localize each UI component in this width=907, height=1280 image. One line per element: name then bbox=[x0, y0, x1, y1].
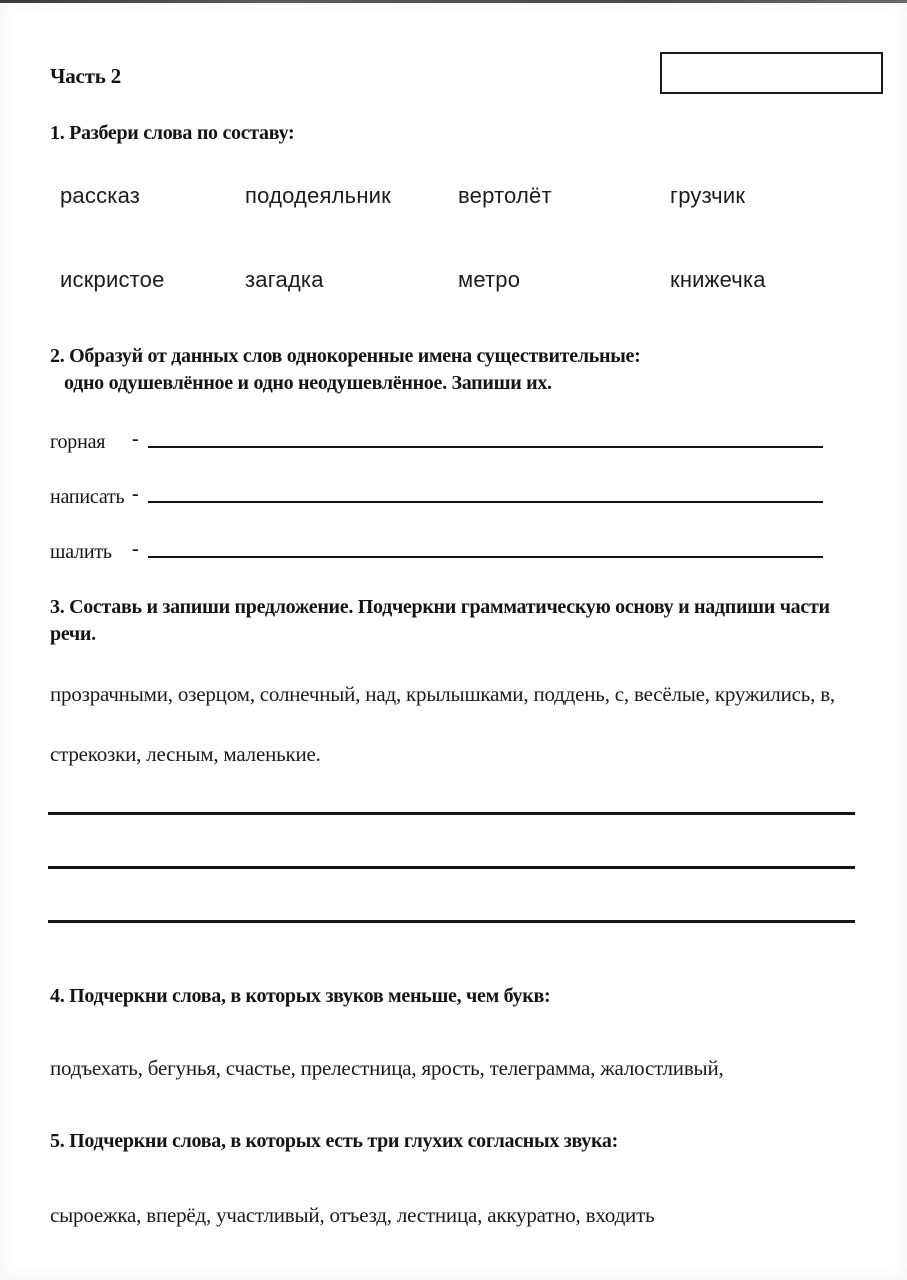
task2-answer-line bbox=[148, 483, 823, 503]
task1-word: грузчик bbox=[670, 183, 746, 208]
task2-source-word: горная bbox=[50, 431, 106, 453]
dash-separator: - bbox=[132, 483, 139, 505]
task5-words: сыроежка, вперёд, участливый, отъезд, лестница, аккуратно, входить bbox=[50, 1203, 655, 1227]
page-header bbox=[50, 52, 883, 94]
task2-title-line1: 2. Образуй от данных слов однокоренные имена существительные: bbox=[50, 345, 641, 367]
task3-words-line2: стрекозки, лесным, маленькие. bbox=[50, 742, 321, 766]
task2-item-shalit bbox=[50, 538, 823, 562]
task2-title-line2: одно одушевлённое и одно неодушевлённое. Запиши их. bbox=[64, 372, 552, 394]
task1-word: рассказ bbox=[60, 183, 141, 208]
task2-title bbox=[50, 343, 865, 397]
task2-source-word: написать bbox=[50, 486, 125, 508]
dash-separator: - bbox=[132, 428, 139, 450]
task1-word-row-2 bbox=[50, 267, 883, 293]
task1-word: метро bbox=[458, 267, 521, 292]
task4-words: подъехать, бегунья, счастье, прелестница, ярость, телеграмма, жалостливый, bbox=[50, 1056, 724, 1080]
task2-item-napisat bbox=[50, 483, 823, 507]
task3-answer-line bbox=[48, 920, 855, 923]
task2-source-word: шалить bbox=[50, 541, 112, 563]
score-box bbox=[660, 52, 883, 94]
task5-title: 5. Подчеркни слова, в которых есть три глухих согласных звука: bbox=[50, 1130, 618, 1152]
task2-answer-line bbox=[148, 428, 823, 448]
task3-title: 3. Составь и запиши предложение. Подчеркни грамматическую основу и надпиши части речи. bbox=[50, 596, 830, 645]
task1-word-row-1 bbox=[50, 183, 883, 209]
scan-edge-strip bbox=[0, 0, 907, 3]
task2-item-gornaya bbox=[50, 428, 823, 452]
part-title: Часть 2 bbox=[50, 64, 122, 88]
task1-word: пододеяльник bbox=[245, 183, 392, 208]
task2-answer-line bbox=[148, 538, 823, 558]
task3-answer-line bbox=[48, 812, 855, 815]
page-content bbox=[0, 52, 907, 1228]
task3-words-line1: прозрачными, озерцом, солнечный, над, крылышками, поддень, с, весёлые, кружились, в, bbox=[50, 682, 835, 706]
task3-answer-line bbox=[48, 866, 855, 869]
task1-title: 1. Разбери слова по составу: bbox=[50, 122, 295, 144]
task1-word: искристое bbox=[60, 267, 165, 292]
task4-title: 4. Подчеркни слова, в которых звуков меньше, чем букв: bbox=[50, 985, 551, 1007]
dash-separator: - bbox=[132, 538, 139, 560]
task1-word: книжечка bbox=[670, 267, 766, 292]
task1-word: загадка bbox=[245, 267, 324, 292]
task1-word: вертолёт bbox=[458, 183, 552, 208]
